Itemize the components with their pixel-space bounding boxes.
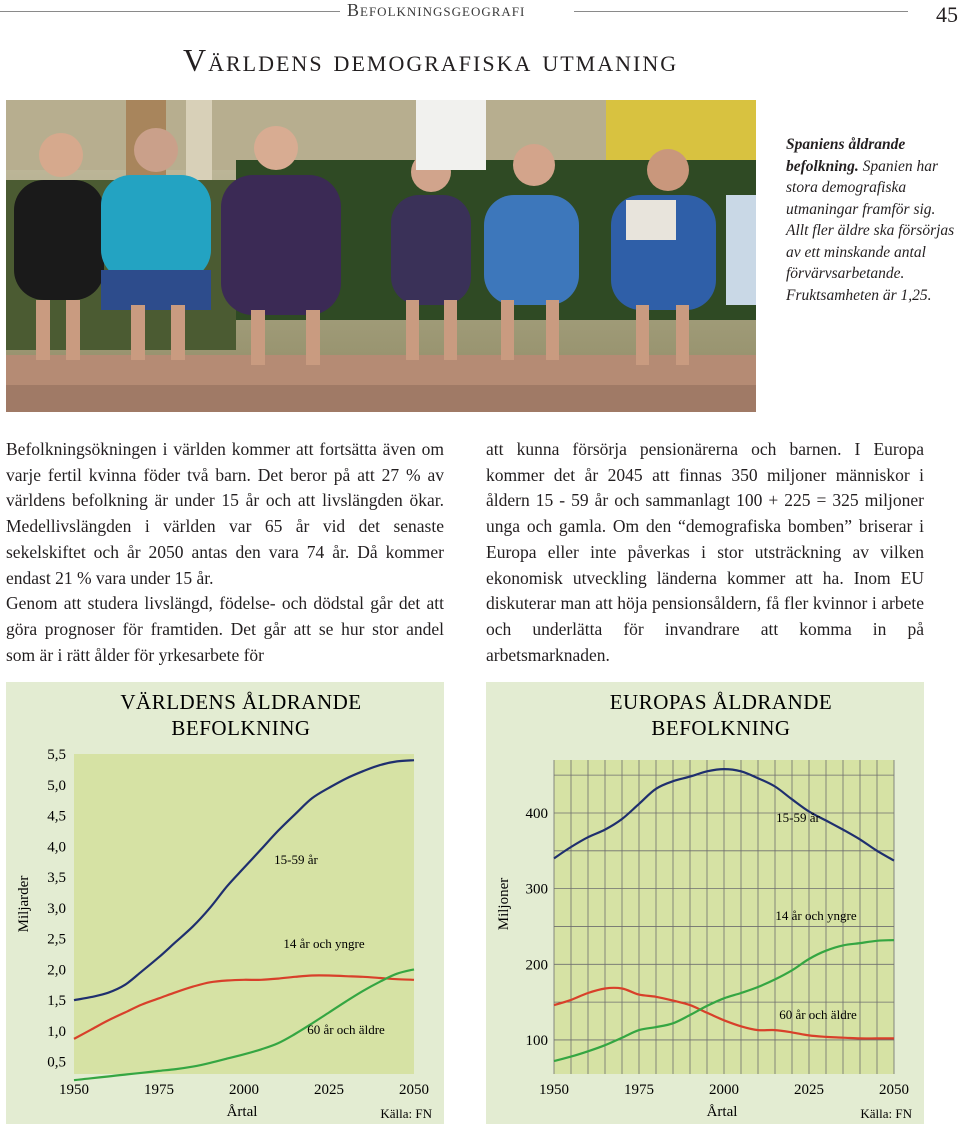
y-tick-label: 1,0 — [47, 1023, 66, 1040]
y-tick-label: 300 — [525, 881, 548, 898]
x-tick-label: 1975 — [144, 1082, 174, 1098]
y-tick-label: 3,0 — [47, 900, 66, 917]
body-paragraph: Befolkningsökningen i världen kommer att fortsätta även om varje fertil kvinna föder två barn. Det beror på att 27 % av världens befolkning är under 15 år och att livslängden ökar. Medellivslängden i världen var 65 år vid det senaste sekelskiftet och år 2050 antas den vara 74 år. Då kommer endast 21 % vara under 15 år. — [6, 439, 444, 588]
y-tick-label: 200 — [525, 957, 548, 974]
y-tick-label: 100 — [525, 1032, 548, 1049]
section-label: Befolkningsgeografi — [347, 0, 526, 20]
x-tick-label: 2000 — [709, 1082, 739, 1098]
series-label: 14 år och yngre — [775, 908, 857, 923]
x-tick-label: 2050 — [399, 1082, 429, 1098]
y-tick-label: 2,0 — [47, 962, 66, 979]
chart-title-line1: EUROPAS ÅLDRANDE — [609, 690, 833, 714]
y-tick-label: 3,5 — [47, 870, 66, 887]
x-tick-label: 2025 — [794, 1082, 824, 1098]
y-tick-label: 5,0 — [47, 777, 66, 794]
y-tick-label: 400 — [525, 805, 548, 822]
header-rule-left — [0, 11, 340, 12]
chart-source: Källa: FN — [380, 1106, 432, 1121]
chart-ylabel: Miljarder — [16, 875, 32, 933]
body-paragraph: att kunna försörja pensionärerna och barnen. I Europa kommer det år 2045 att finnas 350 miljoner människor i åldern 15 - 59 år och sammanlagt 100 + 225 = 325 miljoner unga och gamla. Om den “demografiska bomben” briserar i Europa eller inte påverkas i stor utsträckning av vilken ekonomisk utveckling länderna kommer att ha. Inom EU diskuterar man att höja pensionsåldern, få fler kvinnor i arbete och underlätta för invandrare att komma in på arbetsmarknaden. — [486, 439, 924, 665]
series-label: 60 år och äldre — [307, 1022, 385, 1037]
body-column-right — [486, 437, 924, 668]
photo-elderly-women — [6, 100, 756, 412]
body-paragraph: Genom att studera livslängd, födelse- och dödstal går det att göra prognoser för framtiden. Det går att se hur stor andel som är i rätt ålder för yrkesarbete för — [6, 593, 444, 665]
x-tick-label: 1975 — [624, 1082, 654, 1098]
chart-title-line2: BEFOLKNING — [171, 716, 311, 740]
y-tick-label: 0,5 — [47, 1054, 66, 1071]
series-label: 60 år och äldre — [779, 1007, 857, 1022]
chart-xlabel: Årtal — [706, 1104, 738, 1120]
y-tick-label: 5,5 — [47, 747, 66, 763]
photo-caption-text: Spanien har stora demografiska utmaningar framför sig. Allt fler äldre ska försörjas av ett minskande antal förvärvsarbetande. Fruktsamheten är 1,25. — [786, 157, 955, 304]
chart-xlabel: Årtal — [226, 1104, 258, 1120]
page-title: Världens demografiska utmaning — [183, 42, 679, 78]
series-label: 15-59 år — [776, 810, 820, 825]
page-number: 45 — [936, 2, 958, 27]
y-tick-label: 4,5 — [47, 808, 66, 825]
x-tick-label: 1950 — [59, 1082, 89, 1098]
y-tick-label: 2,5 — [47, 931, 66, 948]
chart-ylabel: Miljoner — [496, 877, 512, 931]
x-tick-label: 2000 — [229, 1082, 259, 1098]
series-label: 15-59 år — [274, 852, 318, 867]
photo-caption-title: Spaniens åldrande befolkning. — [786, 136, 906, 175]
y-tick-label: 4,0 — [47, 839, 66, 856]
chart-europe-aging — [486, 682, 924, 1124]
chart-title-line2: BEFOLKNING — [651, 716, 791, 740]
x-tick-label: 1950 — [539, 1082, 569, 1098]
x-tick-label: 2025 — [314, 1082, 344, 1098]
header-rule-right — [574, 11, 908, 12]
x-tick-label: 2050 — [879, 1082, 909, 1098]
series-label: 14 år och yngre — [283, 936, 365, 951]
y-tick-label: 1,5 — [47, 993, 66, 1010]
photo-caption — [786, 134, 956, 306]
body-column-left — [6, 437, 444, 668]
chart-source: Källa: FN — [860, 1106, 912, 1121]
chart-world-aging — [6, 682, 444, 1124]
chart-title-line1: VÄRLDENS ÅLDRANDE — [120, 690, 362, 714]
